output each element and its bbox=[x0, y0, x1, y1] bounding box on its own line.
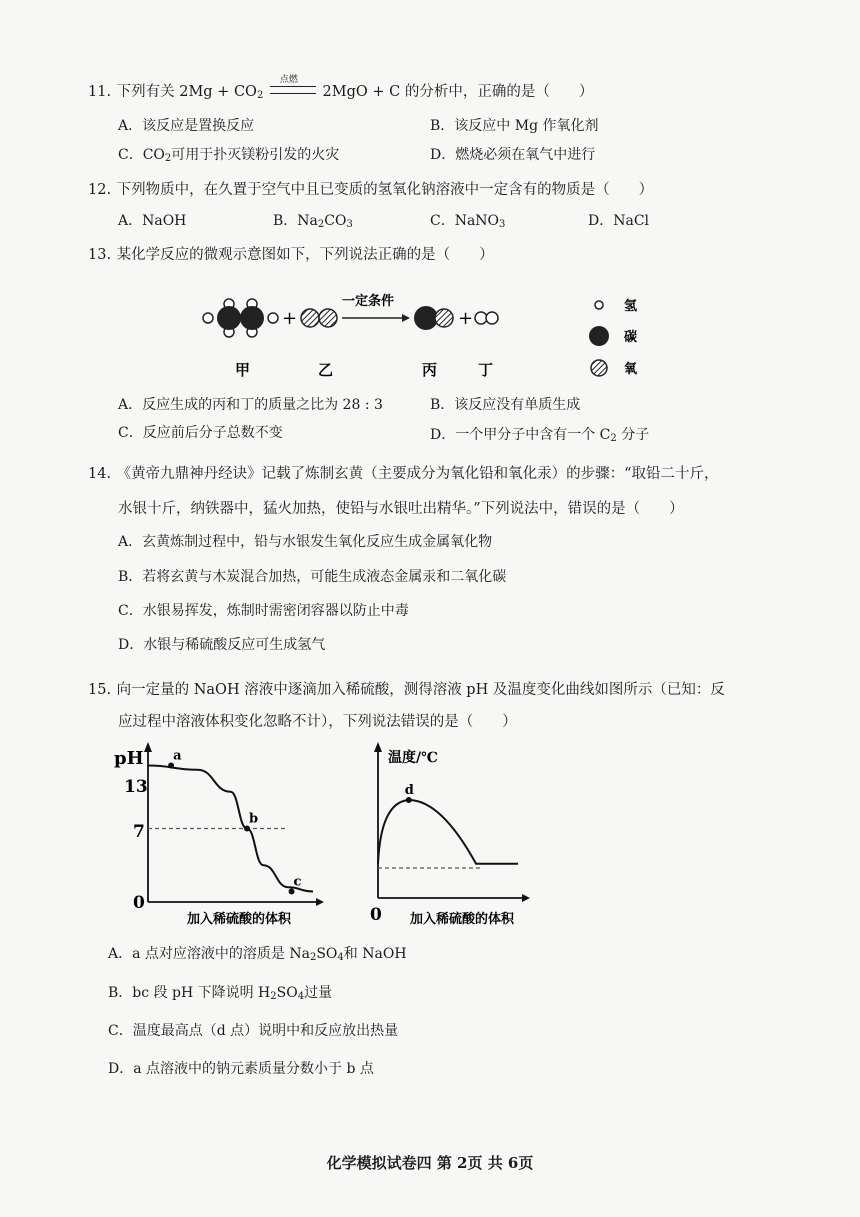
page-footer: 化学模拟试卷四 第 2页 共 6页 bbox=[326, 1154, 534, 1172]
option-text: SO bbox=[276, 985, 298, 1001]
legend-oxygen: 氧 bbox=[624, 362, 638, 377]
option-a[interactable] bbox=[108, 943, 407, 963]
question-number: 14. bbox=[88, 466, 112, 482]
molecule-yi bbox=[301, 309, 337, 327]
option-d[interactable]: D．a 点溶液中的钠元素质量分数小于 b 点 bbox=[108, 1061, 374, 1077]
question-number: 11. bbox=[88, 84, 112, 100]
question-11 bbox=[88, 75, 594, 101]
subscript: 2 bbox=[270, 991, 277, 1002]
option-text: SO bbox=[316, 946, 338, 962]
ph-tick-7: 7 bbox=[133, 822, 145, 842]
question-number: 15. bbox=[88, 682, 112, 698]
subscript: 2 bbox=[309, 952, 317, 963]
option-b[interactable]: B．该反应中 Mg 作氧化剂 bbox=[430, 118, 599, 134]
legend bbox=[589, 298, 638, 377]
temperature-chart bbox=[362, 740, 542, 930]
question-stem: 下列有关 2Mg + CO bbox=[116, 84, 257, 100]
option-b[interactable] bbox=[108, 982, 332, 1002]
option-c[interactable] bbox=[430, 210, 505, 230]
molecule-bing bbox=[414, 306, 453, 330]
option-text: B．Na bbox=[273, 213, 318, 229]
subscript: 4 bbox=[297, 991, 305, 1002]
temp-origin-label: 0 bbox=[370, 905, 382, 925]
option-c[interactable] bbox=[118, 144, 339, 164]
ph-x-axis-label: 加入稀硫酸的体积 bbox=[187, 912, 292, 927]
option-b[interactable]: B．若将玄黄与木炭混合加热，可能生成液态金属汞和二氧化碳 bbox=[118, 569, 507, 585]
reaction-diagram bbox=[190, 285, 660, 385]
question-number: 12. bbox=[88, 182, 112, 198]
question-stem: 某化学反应的微观示意图如下，下列说法正确的是（ ） bbox=[116, 247, 494, 263]
question-14-line2: 水银十斤，纳铁器中，猛火加热，使铅与水银吐出精华。”下列说法中，错误的是（ ） bbox=[118, 501, 684, 517]
option-a[interactable]: A．反应生成的丙和丁的质量之比为 28 : 3 bbox=[118, 397, 383, 413]
option-d[interactable]: D．NaCl bbox=[588, 213, 650, 229]
reaction-condition: 点燃 bbox=[279, 75, 298, 85]
option-d[interactable]: D．水银与稀硫酸反应可生成氢气 bbox=[118, 637, 326, 653]
option-text: 和 NaOH bbox=[343, 946, 407, 962]
molecule-ding bbox=[475, 312, 498, 324]
option-text: C．CO bbox=[118, 147, 165, 163]
option-text: A．a 点对应溶液中的溶质是 Na bbox=[108, 946, 310, 962]
option-c[interactable]: C．水银易挥发，炼制时需密闭容器以防止中毒 bbox=[118, 603, 409, 619]
legend-carbon: 碳 bbox=[624, 330, 638, 345]
legend-hydrogen: 氢 bbox=[624, 299, 638, 314]
option-text: 过量 bbox=[304, 985, 333, 1001]
ph-point-label-a: a bbox=[173, 748, 182, 764]
label-yi: 乙 bbox=[318, 361, 334, 379]
temp-curve bbox=[378, 800, 518, 864]
temp-x-axis-label: 加入稀硫酸的体积 bbox=[410, 912, 515, 927]
label-ding: 丁 bbox=[478, 361, 494, 379]
reaction-arrow bbox=[270, 75, 316, 100]
option-a[interactable]: A．玄黄炼制过程中，铅与水银发生氧化反应生成金属氧化物 bbox=[118, 534, 493, 550]
option-text: 分子 bbox=[616, 427, 650, 443]
question-12 bbox=[88, 178, 653, 199]
question-stem-end: 2MgO + C 的分析中，正确的是（ ） bbox=[322, 84, 594, 100]
plus-sign: + bbox=[282, 308, 298, 329]
ph-axis-label: pH bbox=[114, 748, 144, 769]
temp-point-label-d: d bbox=[404, 783, 414, 798]
question-number: 13. bbox=[88, 247, 112, 263]
option-b[interactable]: B．该反应没有单质生成 bbox=[430, 397, 581, 413]
subscript: 2 bbox=[610, 433, 617, 444]
option-c[interactable]: C．反应前后分子总数不变 bbox=[118, 425, 283, 441]
question-15 bbox=[88, 678, 725, 699]
ph-point-label-c: c bbox=[293, 874, 302, 890]
option-a[interactable]: A．NaOH bbox=[118, 213, 187, 229]
reaction-arrow bbox=[342, 293, 410, 322]
ph-chart bbox=[100, 740, 325, 930]
molecule-jia bbox=[203, 299, 278, 337]
option-text: D．一个甲分子中含有一个 C bbox=[430, 427, 611, 443]
subscript: 2 bbox=[164, 153, 172, 164]
plus-sign: + bbox=[458, 308, 474, 329]
subscript: 2 bbox=[256, 90, 264, 101]
question-15-line2: 应过程中溶液体积变化忽略不计），下列说法错误的是（ ） bbox=[118, 714, 517, 730]
option-c[interactable]: C．温度最高点（d 点）说明中和反应放出热量 bbox=[108, 1023, 399, 1039]
subscript: 4 bbox=[337, 952, 344, 963]
option-d[interactable]: D．燃烧必须在氧气中进行 bbox=[430, 147, 596, 163]
option-text: C．NaNO bbox=[430, 213, 500, 229]
ph-tick-13: 13 bbox=[124, 777, 148, 797]
temp-axis-label: 温度/℃ bbox=[388, 750, 438, 766]
option-a[interactable]: A．该反应是置换反应 bbox=[118, 118, 255, 134]
question-14 bbox=[88, 462, 719, 483]
question-stem: 《黄帝九鼎神丹经诀》记载了炼制玄黄（主要成分为氧化铅和氧化汞）的步骤：“取铅二十斤， bbox=[116, 466, 719, 482]
question-stem: 向一定量的 NaOH 溶液中逐滴加入稀硫酸，测得溶液 pH 及温度变化曲线如图所示（已知：反 bbox=[116, 682, 725, 698]
option-text: CO bbox=[324, 213, 347, 229]
label-jia: 甲 bbox=[235, 361, 251, 379]
question-stem: 下列物质中，在久置于空气中且已变质的氢氧化钠溶液中一定含有的物质是（ ） bbox=[116, 182, 654, 198]
temp-axes bbox=[374, 742, 530, 902]
question-13 bbox=[88, 243, 494, 264]
label-bing: 丙 bbox=[422, 361, 438, 379]
option-text: 可用于扑灭镁粉引发的火灾 bbox=[171, 147, 340, 163]
subscript: 2 bbox=[317, 219, 325, 230]
subscript: 3 bbox=[346, 219, 353, 230]
ph-point-label-b: b bbox=[249, 811, 259, 827]
subscript: 3 bbox=[499, 219, 506, 230]
option-b[interactable] bbox=[273, 210, 353, 230]
option-text: B．bc 段 pH 下降说明 H bbox=[108, 985, 271, 1001]
option-d[interactable] bbox=[430, 424, 649, 444]
ph-tick-0: 0 bbox=[133, 893, 145, 913]
reaction-condition: 一定条件 bbox=[342, 294, 395, 309]
